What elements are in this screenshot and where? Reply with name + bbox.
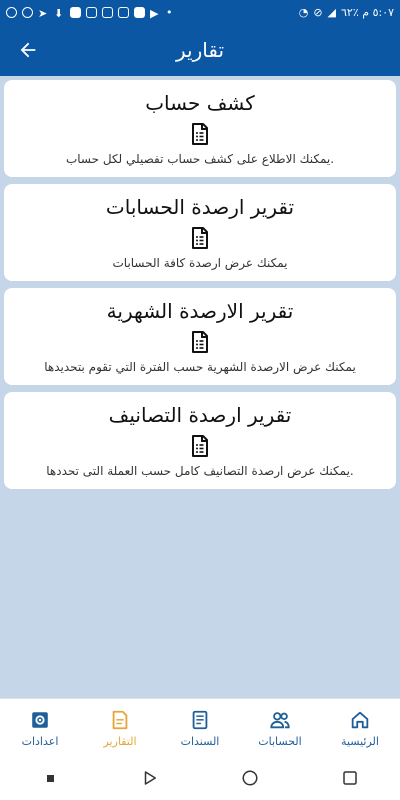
messenger-icon [22,7,33,18]
card-title: تقرير ارصدة الحسابات [105,195,295,219]
card-title: تقرير الارصدة الشهرية [106,299,294,323]
menu-dot-button[interactable] [30,758,70,798]
status-bar [0,0,400,24]
report-list [4,80,396,496]
whatsapp-icon [6,7,17,18]
nav-label: التقارير [103,734,137,748]
download-icon: ⬇ [54,6,64,20]
dot-icon [47,775,54,782]
system-nav-bar [0,756,400,800]
mail-icon [102,7,113,18]
mute-icon: ⊘ [313,5,323,19]
card-title: تقرير ارصدة التصانيف [108,403,292,427]
document-icon [188,122,212,146]
card-description: .يمكنك عرض ارصدة التصانيف كامل حسب العملة التى تحددها [46,464,354,478]
users-icon [269,709,291,731]
back-button[interactable] [14,36,42,64]
arrow-left-icon [17,39,39,61]
receipt-icon [189,709,211,731]
notification-icons [6,6,173,19]
nav-label: الرئيسية [341,734,379,748]
nav-label: اعدادات [21,734,59,748]
signal-icon: ◢ [327,5,337,19]
nav-item-reports[interactable] [80,699,160,757]
telegram-icon: ➤ [38,6,48,20]
card-description: يمكنك عرض الارصدة الشهرية حسب الفترة التي تقوم بتحديدها [44,360,356,374]
nav-item-vouchers[interactable] [160,699,240,757]
app-bar [0,24,400,76]
document-icon [188,330,212,354]
document-icon [188,434,212,458]
square-outline-icon [341,769,359,787]
square-icon [70,7,81,18]
report-icon [109,709,131,731]
youtube-icon [134,7,145,18]
play-button[interactable] [130,758,170,798]
card-title: كشف حساب [145,91,255,115]
recents-button[interactable] [330,758,370,798]
settings-icon [29,709,51,731]
instagram-icon [86,7,97,18]
play-icon: ▶ [150,6,159,20]
more-icon: • [166,5,173,19]
nav-item-home[interactable] [320,699,400,757]
card-description: يمكنك عرض ارصدة كافة الحسابات [112,256,288,270]
wifi-icon: ◔ [298,5,309,19]
report-card-account-statement[interactable] [4,80,396,177]
image-icon [118,7,129,18]
report-card-account-balances[interactable] [4,184,396,281]
home-system-button[interactable] [230,758,270,798]
home-icon [349,709,371,731]
nav-label: الحسابات [258,734,302,748]
page-title: تقارير [175,38,225,62]
report-card-category-balances[interactable] [4,392,396,489]
nav-item-accounts[interactable] [240,699,320,757]
bottom-nav [0,698,400,757]
circle-icon [241,769,259,787]
system-status [299,6,394,19]
triangle-icon [141,769,159,787]
nav-item-settings[interactable] [0,699,80,757]
status-time: ٥:٠٧ م ٪٦٢ [341,5,394,19]
report-card-monthly-balances[interactable] [4,288,396,385]
nav-label: السندات [180,734,220,748]
card-description: .يمكنك الاطلاع على كشف حساب تفصيلي لكل حساب [65,152,335,166]
document-icon [188,226,212,250]
